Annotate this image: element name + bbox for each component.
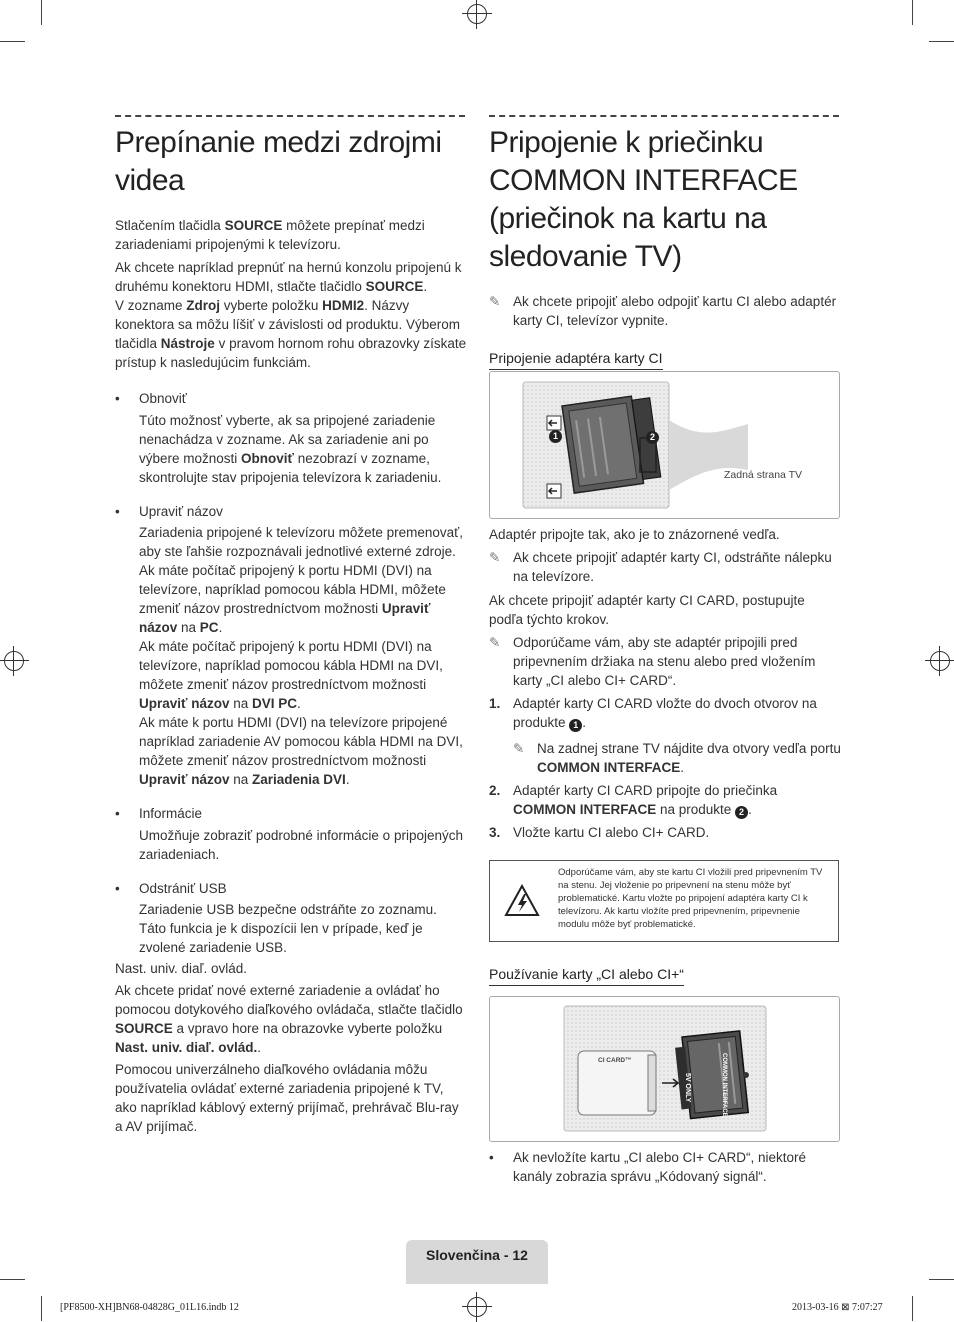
crop-mark [41, 1296, 42, 1321]
crop-mark [912, 0, 913, 25]
marker-2: 2 [735, 806, 748, 819]
footer-date-info: 2013-03-16 ⊠ 7:07:27 [792, 1302, 883, 1313]
paragraph: V zozname Zdroj vyberte položku HDMI2. Názvy konektora sa môžu líšiť v závislosti od produktu. Výberom tlačidla Nástroje v pravom hornom rohu obrazovky získate prístup k nasledujúcim funkciám. [115, 298, 467, 370]
right-column-bottom [489, 1148, 841, 1186]
paragraph: Zariadenie USB bezpečne odstráňte zo zoznamu. Táto funkcia je k dispozícii len v prípade, keď je zvolené zariadenie USB. [139, 902, 437, 955]
registration-mark-icon [467, 1297, 487, 1317]
marker-2: 2 [646, 431, 659, 444]
figure-caption: Zadná strana TV [724, 469, 803, 481]
crop-mark [929, 41, 954, 42]
section-heading: Nast. univ. diaľ. ovlád. [115, 961, 248, 976]
paragraph: Ak máte počítač pripojený k portu HDMI (DVI) na televízore, napríklad pomocou kábla HDMI na DVI, môžete zmeniť názov prostredníctvom možnosti Upraviť názov na DVI PC. [139, 639, 443, 711]
paragraph: Pomocou univerzálneho diaľkového ovládania môžu používatelia ovládať externé zariadenia pripojené k TV, ako napríklad káblový externý prijímač, prehrávač Blu-ray a AV prijímač. [115, 1062, 459, 1134]
crop-mark [0, 41, 25, 42]
section-rule [489, 115, 839, 117]
footer-file-info: [PF8500-XH]BN68-04828G_01L16.indb 12 [60, 1302, 239, 1313]
warning-triangle-icon [504, 884, 540, 918]
registration-mark-icon [930, 651, 950, 671]
right-column [489, 124, 841, 370]
warning-text: Odporúčame vám, aby ste kartu CI vložili pred pripevnením TV na stenu. Jej vloženie po pripevnení na stenu môže byť problematické. Kartu vložte po pripojení adaptéra karty CI k televízoru. Ak kartu vložíte pred pripevnením, pripevnenie modulu môže byť problematické. [558, 867, 823, 930]
note: ✎ Na zadnej strane TV nájdite dva otvory vedľa portu COMMON INTERFACE. [513, 741, 841, 775]
registration-mark-icon [4, 651, 24, 671]
note: ✎ Ak chcete pripojiť adaptér karty CI, odstráňte nálepku na televízore. [489, 550, 832, 584]
paragraph: Adaptér pripojte tak, ako je to znázornené vedľa. [489, 527, 780, 542]
note-pencil-icon: ✎ [489, 294, 501, 309]
subsection-heading: Používanie karty „CI alebo CI+“ [489, 965, 684, 986]
marker-1: 1 [549, 430, 562, 443]
card-label: CI CARD™ [598, 1057, 632, 1064]
paragraph: Stlačením tlačidla SOURCE môžete prepínať medzi zariadeniami pripojenými k televízoru. [115, 218, 425, 252]
list-item: • Obnoviť [115, 391, 187, 406]
step-item: 3. Vložte kartu CI alebo CI+ CARD. [489, 825, 710, 840]
list-item: • Upraviť názov [115, 504, 223, 519]
crop-mark [41, 0, 42, 25]
note-pencil-icon: ✎ [489, 550, 501, 565]
ci-card-illustration [490, 997, 839, 1141]
paragraph: Ak chcete pridať nové externé zariadenie a ovládať ho pomocou dotykového diaľkového ovládača, stlačte tlačidlo SOURCE a vpravo hore na obrazovke vyberte položku Nast. univ. diaľ. ovlád.. [115, 983, 463, 1055]
page-title: Pripojenie k priečinku COMMON INTERFACE (priečinok na kartu na sledovanie TV) [489, 126, 798, 273]
list-item: • Ak nevložíte kartu „CI alebo CI+ CARD“, niektoré kanály zobrazia správu „Kódovaný signál“. [489, 1150, 806, 1184]
note-pencil-icon: ✎ [513, 741, 525, 756]
ci-adapter-illustration [490, 372, 839, 518]
subsection-heading: Pripojenie adaptéra karty CI [489, 349, 663, 370]
list-item: • Informácie [115, 806, 203, 821]
paragraph: Ak chcete napríklad prepnúť na hernú konzolu pripojenú k druhému konektoru HDMI, stlačte tlačidlo SOURCE. [115, 260, 462, 294]
note-pencil-icon: ✎ [489, 635, 501, 650]
crop-mark [912, 1296, 913, 1321]
page-title: Prepínanie medzi zdrojmi videa [115, 126, 442, 197]
list-item: • Odstrániť USB [115, 881, 227, 896]
section-rule [115, 115, 465, 117]
page-number-tab: Slovenčina - 12 [406, 1240, 548, 1284]
step-item: 1. Adaptér karty CI CARD vložte do dvoch otvorov na produkte 1 . [489, 696, 817, 730]
paragraph: Zariadenia pripojené k televízoru môžete premenovať, aby ste ľahšie rozpoznávali jednotlivé externé zdroje. [139, 525, 463, 559]
card-5v-label: 5V ONLY [684, 1073, 691, 1103]
note: ✎ Odporúčame vám, aby ste adaptér pripojili pred pripevnením držiaka na stenu alebo pred vložením karty „CI alebo CI+ CARD“. [489, 635, 816, 688]
figure-ci-adapter [489, 371, 840, 519]
crop-mark [0, 1279, 25, 1280]
warning-box [489, 860, 839, 942]
paragraph: Ak chcete pripojiť adaptér karty CI CARD, postupujte podľa týchto krokov. [489, 593, 805, 627]
card-ci-label: COMMON INTERFACE [721, 1053, 727, 1117]
paragraph: Ak máte k portu HDMI (DVI) na televízore pripojené napríklad zariadenie AV pomocou kábla HDMI na DVI, môžete zmeniť názov prostredníctvom možnosti Upraviť názov na Zariadenia DVI. [139, 715, 463, 787]
left-column [115, 124, 467, 1136]
step-item: 2. Adaptér karty CI CARD pripojte do priečinka COMMON INTERFACE na produkte 2 . [489, 783, 778, 817]
right-column-section [489, 965, 841, 986]
marker-1: 1 [569, 719, 582, 732]
note: ✎ Ak chcete pripojiť alebo odpojiť kartu CI alebo adaptér karty CI, televízor vypnite. [489, 294, 837, 328]
crop-mark [929, 1279, 954, 1280]
registration-mark-icon [467, 4, 487, 24]
right-column-continued [489, 525, 841, 842]
figure-ci-card [489, 996, 840, 1142]
paragraph: Túto možnosť vyberte, ak sa pripojené zariadenie nenachádza v zozname. Ak sa zariadenie ani po výbere možnosti Obnoviť nezobrazí v zozname, skontrolujte stav pripojenia televízora k zariadeniu. [139, 413, 442, 485]
paragraph: Umožňuje zobraziť podrobné informácie o pripojených zariadeniach. [139, 828, 463, 862]
paragraph: Ak máte počítač pripojený k portu HDMI (DVI) na televízore, napríklad pomocou kábla HDMI, môžete zmeniť názov prostredníctvom možnosti Upraviť názov na PC. [139, 563, 446, 635]
